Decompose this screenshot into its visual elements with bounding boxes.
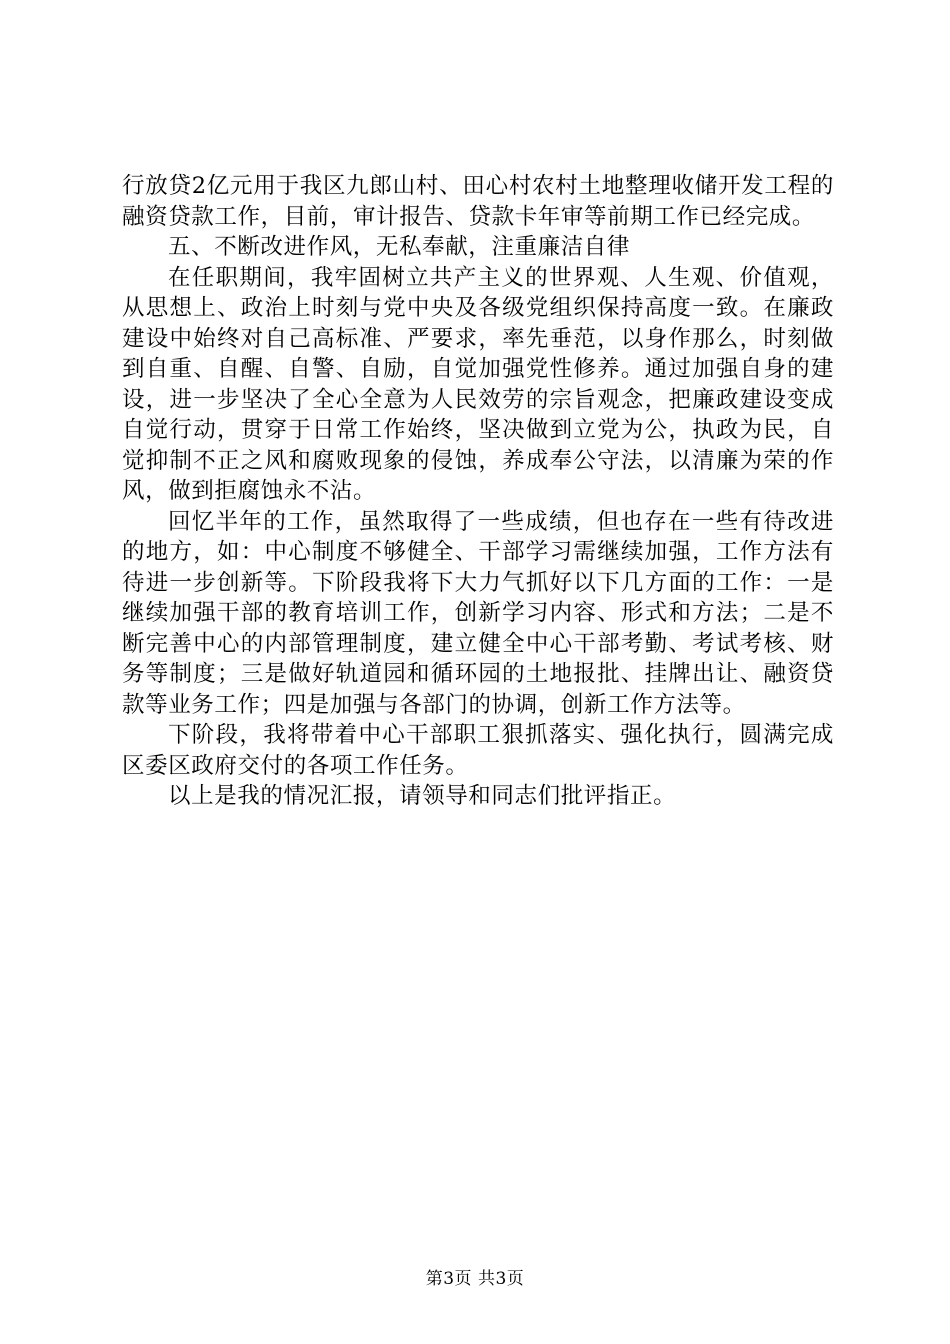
paragraph-review: 回忆半年的工作，虽然取得了一些成绩，但也存在一些有待改进的地方，如：中心制度不够健全、干部学习需继续加强，工作方法有待进一步创新等。下阶段我将下大力气抓好以下几方面的工作：一是继续加强干部的教育培训工作，创新学习内容、形式和方法；二是不断完善中心的内部管理制度，建立健全中心干部考勤、考试考核、财务等制度；三是做好轨道园和循环园的土地报批、挂牌出让、融资贷款等业务工作；四是加强与各部门的协调，创新工作方法等。 bbox=[122, 508, 834, 718]
paragraph-closing: 以上是我的情况汇报，请领导和同志们批评指正。 bbox=[168, 783, 677, 809]
paragraph-integrity: 在任职期间，我牢固树立共产主义的世界观、人生观、价值观，从思想上、政治上时刻与党中央及各级党组织保持高度一致。在廉政建设中始终对自己高标准、严要求，率先垂范，以身作那么，时刻做到自重、自醒、自警、自励，自觉加强党性修养。通过加强自身的建设，进一步坚决了全心全意为人民效劳的宗旨观念，把廉政建设变成自觉行动，贯穿于日常工作始终，坚决做到立党为公，执政为民，自觉抑制不正之风和腐败现象的侵蚀，养成奉公守法，以清廉为荣的作风，做到拒腐蚀永不沾。 bbox=[122, 264, 834, 504]
page-number-footer: 第3页 共3页 bbox=[425, 1269, 525, 1289]
paragraph-continuation: 行放贷2亿元用于我区九郎山村、田心村农村土地整理收储开发工程的融资贷款工作，目前，审计报告、贷款卡年审等前期工作已经完成。 bbox=[122, 173, 834, 230]
document-body bbox=[122, 171, 834, 812]
section-heading: 五、不断改进作风，无私奉献，注重廉洁自律 bbox=[168, 234, 631, 260]
paragraph-next-stage: 下阶段，我将带着中心干部职工狠抓落实、强化执行，圆满完成区委区政府交付的各项工作任务。 bbox=[122, 722, 834, 779]
